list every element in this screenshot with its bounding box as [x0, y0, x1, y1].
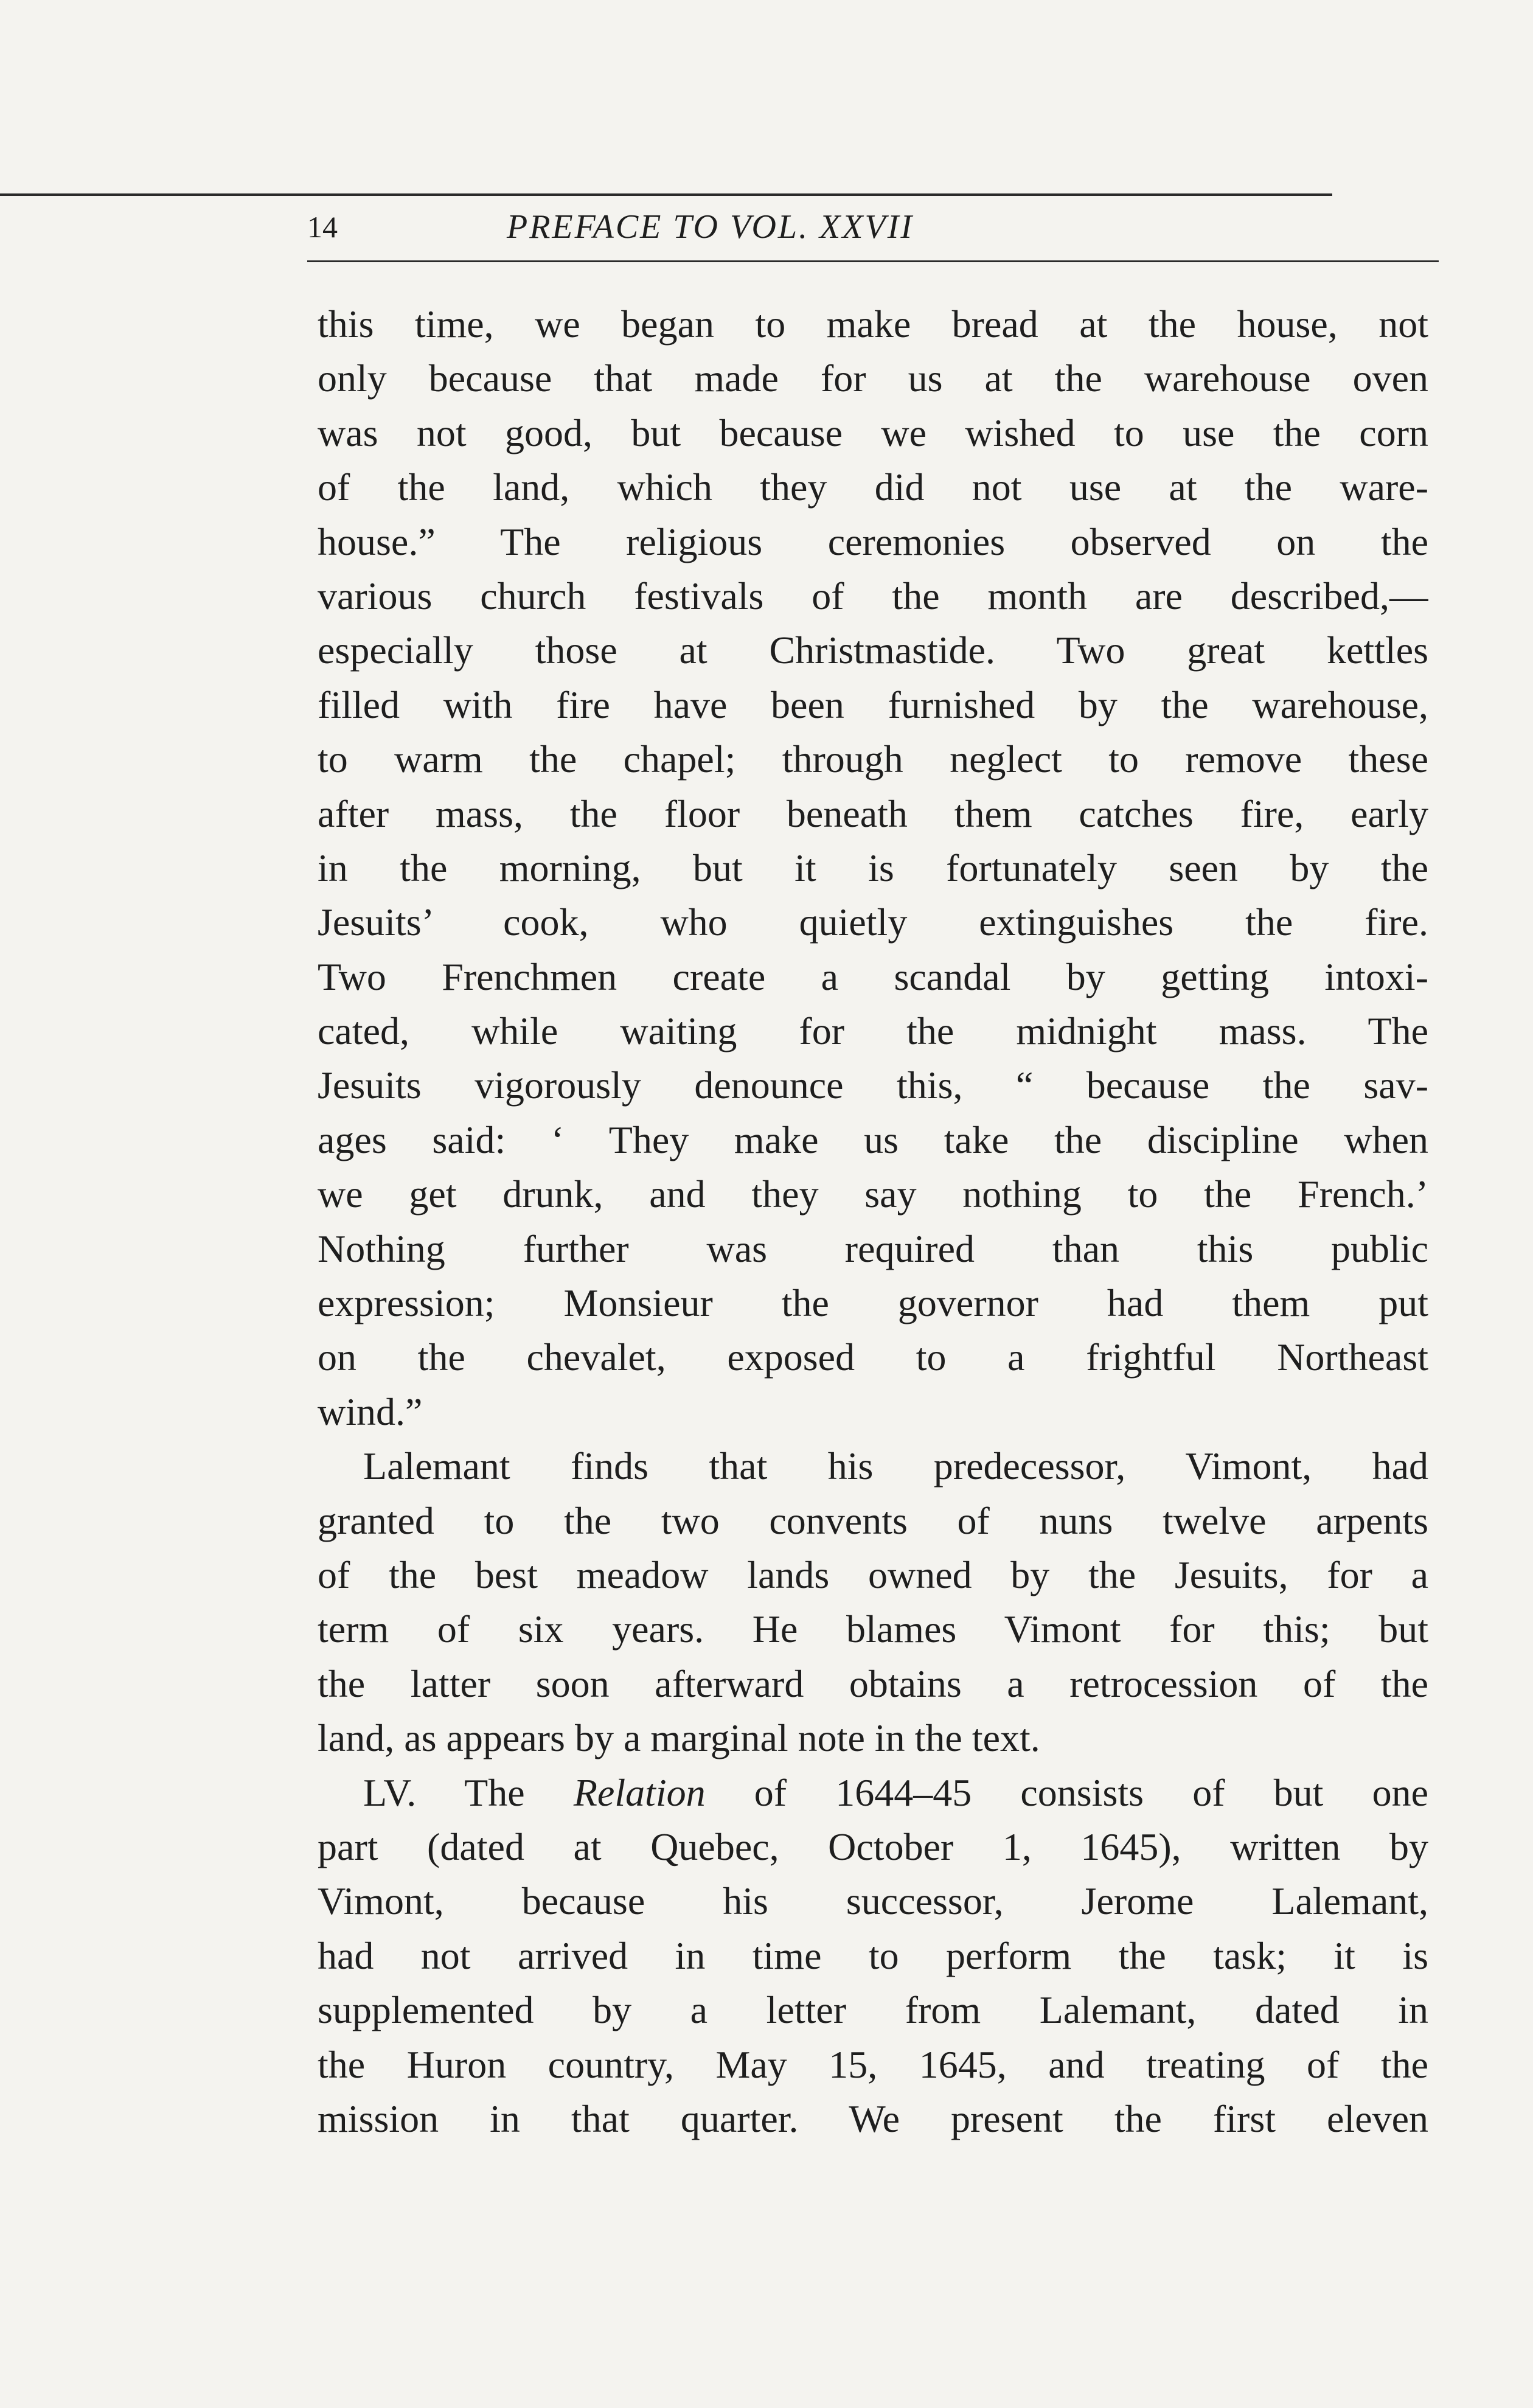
top-rule: [0, 193, 1332, 196]
text-line: Nothing further was required than this public: [318, 1227, 1428, 1270]
text-line: Lalemant finds that his predecessor, Vimont, had: [363, 1444, 1428, 1488]
text-line: only because that made for us at the warehouse oven: [318, 357, 1428, 400]
text-line: especially those at Christmastide. Two great kettles: [318, 628, 1428, 672]
text-line-section-lv: [318, 1766, 1428, 1820]
text-line: in the morning, but it is fortunately seen by the: [318, 846, 1428, 889]
text-line: after mass, the floor beneath them catches fire, early: [318, 792, 1428, 835]
body-text: [318, 297, 1428, 2146]
text-line: Jesuits vigorously denounce this, “ because the sav-: [318, 1063, 1428, 1107]
header-rule: [307, 260, 1439, 262]
text-line: supplemented by a letter from Lalemant, dated in: [318, 1988, 1428, 2032]
text-line: term of six years. He blames Vimont for this; but: [318, 1607, 1428, 1651]
text-line: the Huron country, May 15, 1645, and treating of the: [318, 2042, 1428, 2086]
text-line: this time, we began to make bread at the house, not: [318, 302, 1428, 346]
text-line: had not arrived in time to perform the task; it is: [318, 1933, 1428, 1977]
text-line: on the chevalet, exposed to a frightful Northeast: [318, 1335, 1428, 1379]
text-line: various church festivals of the month are described,—: [318, 574, 1428, 618]
text-line: mission in that quarter. We present the first eleven: [318, 2097, 1428, 2140]
text-line: of the best meadow lands owned by the Jesuits, for a: [318, 1553, 1428, 1596]
relation-title: Relation: [573, 1770, 706, 1814]
running-head: PREFACE TO VOL. XXVII: [507, 208, 914, 246]
text-line: wind.”: [318, 1390, 423, 1433]
text-line: ages said: ‘ They make us take the discipline when: [318, 1118, 1428, 1161]
section-lead: LV. The: [363, 1770, 574, 1814]
text-line: house.” The religious ceremonies observed on the: [318, 520, 1428, 563]
text-line: Jesuits’ cook, who quietly extinguishes the fire.: [318, 900, 1428, 944]
text-line: land, as appears by a marginal note in the text.: [318, 1716, 1040, 1760]
text-line: part (dated at Quebec, October 1, 1645), written by: [318, 1825, 1428, 1868]
text-line: we get drunk, and they say nothing to the French.’: [318, 1172, 1428, 1216]
text-line: was not good, but because we wished to use the corn: [318, 411, 1428, 454]
text-line: the latter soon afterward obtains a retrocession of the: [318, 1662, 1428, 1705]
text-line: to warm the chapel; through neglect to remove these: [318, 737, 1428, 781]
section-lead-rest: of 1644–45 consists of but one: [705, 1770, 1428, 1814]
text-line: granted to the two convents of nuns twelve arpents: [318, 1498, 1428, 1542]
text-line: of the land, which they did not use at the ware-: [318, 465, 1428, 509]
text-line: expression; Monsieur the governor had them put: [318, 1281, 1428, 1325]
text-line: cated, while waiting for the midnight mass. The: [318, 1009, 1428, 1053]
text-line: Two Frenchmen create a scandal by getting intoxi-: [318, 955, 1428, 998]
page-number: 14: [307, 210, 338, 244]
text-line: filled with fire have been furnished by the warehouse,: [318, 683, 1428, 726]
page-header: [307, 200, 1113, 254]
text-line: Vimont, because his successor, Jerome Lalemant,: [318, 1879, 1428, 1923]
